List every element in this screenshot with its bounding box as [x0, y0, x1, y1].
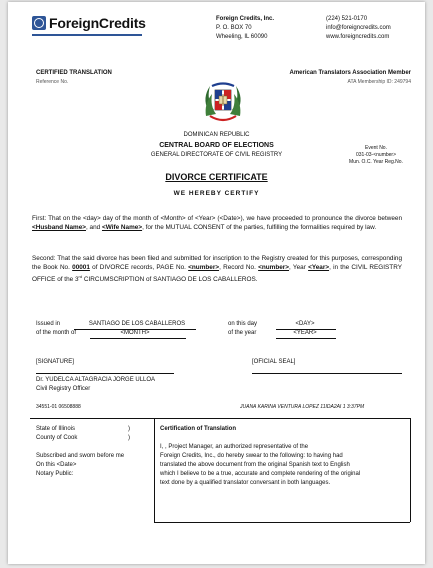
directorate: GENERAL DIRECTORATE OF CIVIL REGISTRY: [150, 152, 283, 158]
address-line1: P. O. BOX 70: [216, 25, 252, 31]
certificate-page: [8, 2, 425, 564]
notary-divider: [154, 418, 155, 522]
notary-date: On this <Date>: [36, 462, 77, 468]
notary-right-border: [410, 418, 411, 522]
address-line2: Wheeling, IL 60090: [216, 34, 268, 40]
notary-top-line: [30, 418, 410, 419]
coat-of-arms-icon: [200, 80, 246, 128]
document-code: 34551-01 06508888: [36, 404, 81, 410]
ata-membership-id: ATA Membership ID: 249794: [347, 79, 411, 85]
officer-name: Dr. YUDELCA ALTAGRACIA JORGE ULLOA: [36, 377, 156, 383]
day-label: on this day: [228, 321, 258, 327]
second-paragraph: Second: That the said divorce has been filed and submitted for inscription to the Registry created for this purposes, corresponding the Book No. 00001 of DIVORCE records, PAGE No. <number>, Record No. <number>, Year <Year>, in the CIVIL REGISTRY OFFICE of the 3rd CIRCUMSCRIPTION of SANTIAGO DE LOS CABALLEROS.: [32, 255, 402, 284]
issued-day: <DAY>: [295, 321, 315, 327]
record-year: <Year>: [308, 264, 330, 271]
bracket-2: ): [128, 435, 130, 441]
phone: (224) 521-0170: [326, 16, 368, 22]
notary-bottom-line: [154, 522, 410, 523]
logo-text: ForeignCredits: [49, 15, 146, 31]
issued-in-label: Issued in: [36, 321, 61, 327]
wife-name: <Wife Name>: [101, 224, 143, 231]
issued-year: <YEAR>: [293, 330, 317, 336]
event-label: Event No.: [365, 145, 387, 151]
translation-cert-line4: which I believe to be a true, accurate and complete rendering of the original: [160, 471, 361, 477]
logo-underline: [32, 34, 142, 36]
official-seal-label: [OFICIAL SEAL]: [252, 359, 296, 365]
month-label: of the month of: [36, 330, 77, 336]
first-paragraph: First: That on the <day> day of the month of <Month> of <Year> (<Date>), we have proceeded to pronounce the divorce between <Husband Name>, and <Wife Name>, for the MUTUAL CONSENT of the parties, fulfilling the formalities required by law.: [32, 215, 402, 231]
reference-no: Reference No.: [36, 79, 69, 85]
year-underline: [276, 338, 336, 339]
certified-translation-title: CERTIFIED TRANSLATION: [36, 70, 112, 76]
registry-stamp: JUANA KARINA VENTURA LOPEZ 11IDA2AI 1 3:37PM: [240, 404, 365, 410]
translation-cert-line3: translated the above document from the original Spanish text to English: [160, 462, 350, 468]
translation-cert-line5: text done by a qualified translator conversant in both languages.: [160, 480, 331, 486]
central-board: CENTRAL BOARD OF ELECTIONS: [159, 142, 274, 149]
book-number: 00001: [72, 264, 90, 271]
translation-cert-line2: Foreign Credits, Inc., do hereby swear to the following: to having had: [160, 453, 343, 459]
ata-member: American Translators Association Member: [289, 70, 411, 76]
signature-line: [36, 373, 174, 374]
translation-cert-title: Certification of Translation: [160, 426, 237, 432]
husband-name: <Husband Name>: [32, 224, 86, 231]
certify-heading: WE HEREBY CERTIFY: [173, 190, 260, 197]
issued-place: SANTIAGO DE LOS CABALLEROS: [88, 321, 186, 327]
signature-label: [SIGNATURE]: [36, 359, 74, 365]
subscribed-sworn: Subscribed and sworn before me: [36, 453, 125, 459]
issued-month: <MONTH>: [120, 330, 150, 336]
country: DOMINICAN REPUBLIC: [183, 132, 250, 138]
year-label: of the year: [228, 330, 257, 336]
record-number: <number>: [258, 264, 290, 271]
notary-public-label: Notary Public:: [36, 471, 74, 477]
notary-county: County of Cook: [36, 435, 78, 441]
company-name: Foreign Credits, Inc.: [216, 16, 275, 22]
seal-line: [252, 373, 402, 374]
certificate-title: DIVORCE CERTIFICATE: [165, 172, 268, 182]
mun-reg-label: Mun. O.C. Year Reg.No.: [349, 159, 403, 165]
bracket-1: ): [128, 426, 130, 432]
officer-title: Civil Registry Officer: [36, 386, 91, 392]
page-number: <number>: [188, 264, 220, 271]
translation-cert-line1: I, , Project Manager, an authorized representative of the: [160, 444, 309, 450]
foreign-credits-logo-icon: [32, 16, 46, 30]
email: info@foreigncredits.com: [326, 25, 391, 31]
month-underline: [90, 338, 186, 339]
event-number: 031-03-<number>: [355, 152, 397, 158]
notary-state: State of Illinois: [36, 426, 76, 432]
website: www.foreigncredits.com: [326, 34, 390, 40]
